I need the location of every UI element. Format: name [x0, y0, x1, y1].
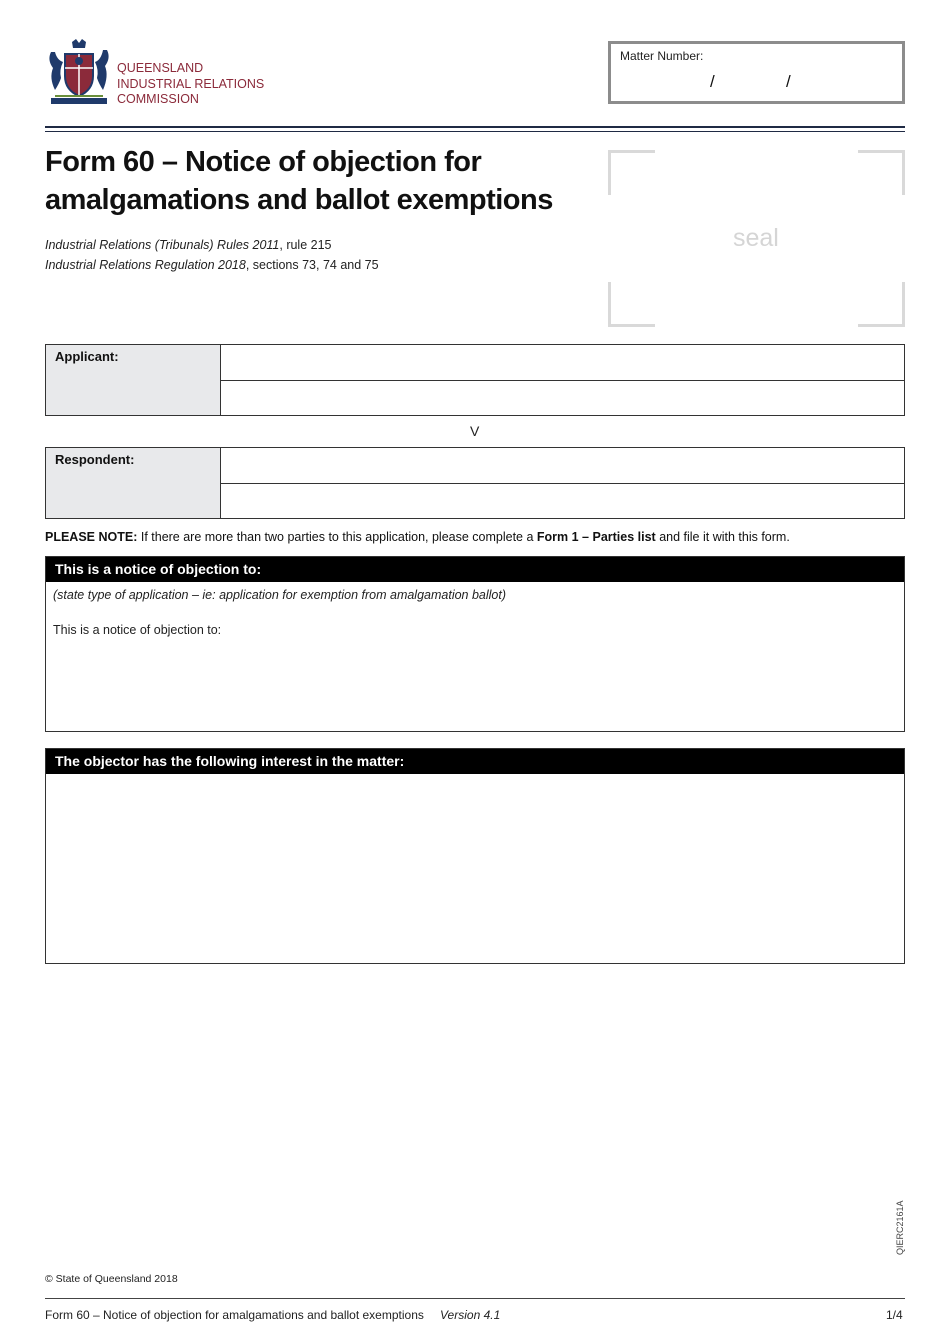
- seal-placeholder: seal: [733, 224, 779, 252]
- matter-number-box[interactable]: [608, 41, 905, 104]
- footer-version: Version 4.1: [440, 1308, 501, 1322]
- note-text-1: If there are more than two parties to this application, please complete a: [137, 530, 537, 544]
- reference-2-title: Industrial Relations Regulation 2018: [45, 258, 246, 272]
- versus-marker: V: [470, 423, 480, 439]
- objection-hint: (state type of application – ie: application for exemption from amalgamation ballot): [53, 588, 507, 602]
- respondent-label-cell: [46, 448, 221, 518]
- objection-section: [45, 556, 905, 732]
- matter-number-label: Matter Number:: [620, 49, 704, 63]
- parties-note: [45, 530, 905, 544]
- note-prefix: PLEASE NOTE:: [45, 530, 138, 544]
- title-line-2: amalgamations and ballot exemptions: [45, 184, 553, 216]
- interest-section[interactable]: [45, 748, 905, 964]
- objection-section-heading: [46, 557, 904, 582]
- footer-form-name: Form 60 – Notice of objection for amalgamations and ballot exemptions: [45, 1308, 424, 1322]
- logo-line-1: QUEENSLAND: [117, 61, 204, 75]
- logo-wordmark: [117, 61, 287, 108]
- seal-corner-top-right: [858, 150, 905, 195]
- respondent-details-field[interactable]: [221, 484, 904, 518]
- respondent-name-field[interactable]: [221, 448, 904, 483]
- header-rule-thin: [45, 131, 905, 132]
- reference-1-section: , rule 215: [279, 238, 332, 252]
- applicant-label: Applicant:: [55, 349, 119, 364]
- seal-corner-bottom-left: [608, 282, 655, 327]
- applicant-details-field[interactable]: [221, 381, 904, 415]
- legislation-reference-2: [45, 258, 379, 272]
- respondent-label: Respondent:: [55, 452, 135, 467]
- page-title: [45, 143, 605, 219]
- matter-number-separator-1: /: [710, 72, 715, 91]
- matter-number-separator-2: /: [786, 72, 791, 91]
- logo-line-2: INDUSTRIAL RELATIONS: [117, 76, 265, 91]
- copyright-notice: © State of Queensland 2018: [45, 1273, 178, 1285]
- coat-of-arms-icon: [45, 38, 113, 108]
- applicant-label-cell: [46, 345, 221, 415]
- seal-corner-bottom-right: [858, 282, 905, 327]
- applicant-table: [45, 344, 905, 416]
- footer-rule: [45, 1298, 905, 1299]
- note-form-reference: Form 1 – Parties list: [536, 530, 656, 544]
- legislation-reference-1: [45, 238, 332, 252]
- applicant-name-field[interactable]: [221, 345, 904, 380]
- objection-heading-text: This is a notice of objection to:: [55, 561, 262, 577]
- interest-section-heading: [46, 749, 904, 774]
- logo-line-3: COMMISSION: [117, 92, 199, 106]
- title-line-1: Form 60 – Notice of objection for: [45, 146, 482, 178]
- objection-body-text[interactable]: This is a notice of objection to:: [53, 623, 222, 637]
- document-code: QIERC2161A: [895, 1200, 905, 1255]
- page-number: 1/4: [886, 1308, 903, 1322]
- header-rule: [45, 126, 905, 128]
- reference-2-section: , sections 73, 74 and 75: [245, 258, 379, 272]
- note-text-2: and file it with this form.: [655, 530, 790, 544]
- interest-heading-text: The objector has the following interest in the matter:: [55, 753, 405, 769]
- seal-corner-top-left: [608, 150, 655, 195]
- respondent-table: [45, 447, 905, 519]
- reference-1-title: Industrial Relations (Tribunals) Rules 2011: [45, 238, 280, 252]
